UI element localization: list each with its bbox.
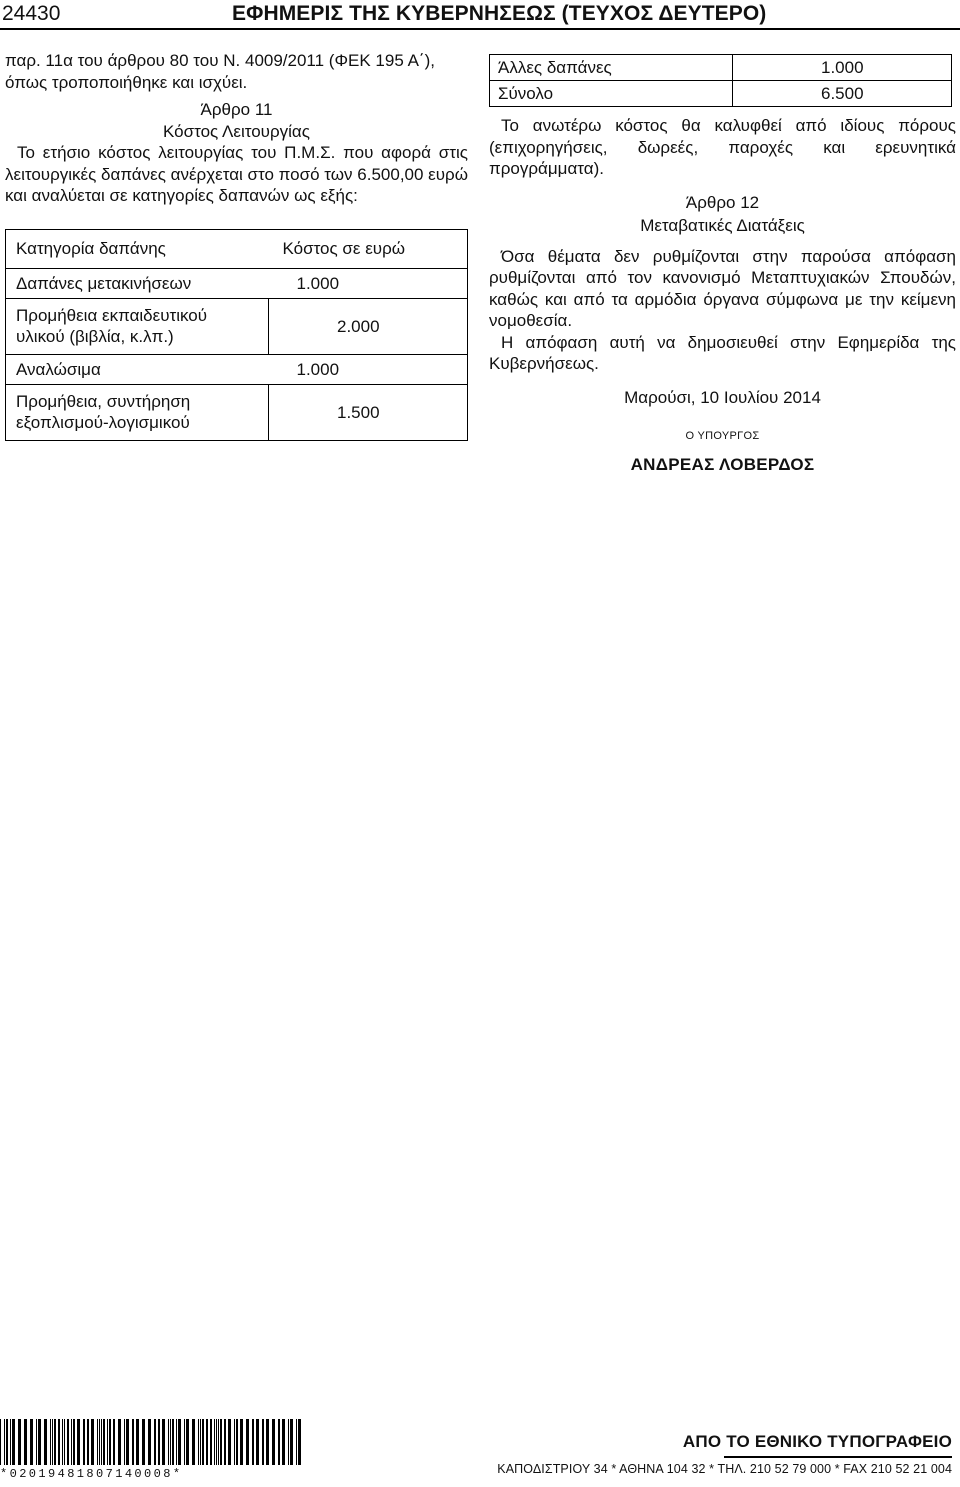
- printer-name: ΑΠΟ ΤΟ ΕΘΝΙΚΟ ΤΥΠΟΓΡΑΦΕΙΟ: [682, 1432, 952, 1451]
- gazette-title: ΕΦΗΜΕΡΙΣ ΤΗΣ ΚΥΒΕΡΝΗΣΕΩΣ (ΤΕΥΧΟΣ ΔΕΥΤΕΡΟ): [232, 2, 767, 25]
- funding-paragraph: Το ανωτέρω κόστος θα καλυφθεί από ιδίους πόρους (επιχορηγήσεις, δωρεές, παροχές και ερευνητικά προγράμματα).: [489, 116, 956, 178]
- article-11-subtitle: Κόστος Λειτουργίας: [163, 121, 310, 141]
- row-category: Προμήθεια εκπαιδευτικού υλικού (βιβλία, κ.λπ.): [6, 298, 269, 354]
- place-date: Μαρούσι, 10 Ιουλίου 2014: [624, 387, 821, 407]
- table-row: [6, 354, 468, 384]
- left-column: [5, 50, 468, 441]
- row-cost: 1.500: [269, 384, 468, 440]
- table-row: [490, 55, 952, 81]
- row-category: Προμήθεια, συντήρηση εξοπλισμού-λογισμικού: [6, 384, 269, 440]
- row-category: Δαπάνες μετακινήσεων: [6, 268, 269, 298]
- page-number: 24430: [2, 2, 61, 25]
- printer-divider: [724, 1456, 952, 1458]
- cost-table-continued: [489, 54, 952, 107]
- row-cost: 6.500: [733, 81, 952, 107]
- row-category: Άλλες δαπάνες: [490, 55, 733, 81]
- intro-line-1: παρ. 11α του άρθρου 80 του Ν. 4009/2011 (ΦΕΚ 195 Α΄),: [5, 51, 435, 70]
- table-header-row: [6, 229, 468, 268]
- table-row: [6, 298, 468, 354]
- printer-address: ΚΑΠΟΔΙΣΤΡΙΟΥ 34 * ΑΘΗΝΑ 104 32 * ΤΗΛ. 210 52 79 000 * FAX 210 52 21 004: [497, 1462, 952, 1476]
- table-row: [6, 268, 468, 298]
- signatory-title: Ο ΥΠΟΥΡΓΟΣ: [685, 430, 760, 442]
- cost-paragraph: Το ετήσιο κόστος λειτουργίας του Π.Μ.Σ. που αφορά στις λειτουργικές δαπάνες ανέρχεται στο ποσό των 6.500,00 ευρώ και αναλύεται σε κατηγορίες δαπανών ως εξής:: [5, 143, 468, 205]
- signatory-name: ΑΝΔΡΕΑΣ ΛΟΒΕΡΔΟΣ: [630, 454, 815, 474]
- publication-paragraph: Η απόφαση αυτή να δημοσιευθεί στην Εφημερίδα της Κυβερνήσεως.: [489, 332, 956, 373]
- barcode-bars: [0, 1419, 305, 1465]
- transitional-paragraph: Όσα θέματα δεν ρυθμίζονται στην παρούσα απόφαση ρυθμίζονται από τον κανονισμό Μεταπτυχιακών Σπουδών, καθώς και από τα αρμόδια όργανα σύμφωνα με την κείμενη νομοθεσία.: [489, 246, 956, 330]
- intro-line-2: όπως τροποποιήθηκε και ισχύει.: [5, 72, 248, 92]
- right-column: [489, 54, 956, 475]
- row-category: Αναλώσιμα: [6, 354, 269, 384]
- table-row: [490, 81, 952, 107]
- header-cost: Κόστος σε ευρώ: [269, 229, 468, 268]
- article-11-title: Άρθρο 11: [200, 100, 273, 119]
- row-cost: 1.000: [269, 268, 468, 298]
- page-header: [0, 0, 960, 30]
- barcode: [0, 1419, 305, 1481]
- header-category: Κατηγορία δαπάνης: [6, 229, 269, 268]
- cost-table: [5, 229, 468, 441]
- table-row: [6, 384, 468, 440]
- row-cost: 1.000: [269, 354, 468, 384]
- barcode-text: *02019481807140008*: [0, 1467, 183, 1481]
- printer-imprint: [492, 1432, 952, 1476]
- row-cost: 2.000: [269, 298, 468, 354]
- article-12-subtitle: Μεταβατικές Διατάξεις: [640, 216, 805, 235]
- article-12-title: Άρθρο 12: [685, 192, 760, 212]
- row-cost: 1.000: [733, 55, 952, 81]
- row-category: Σύνολο: [490, 81, 733, 107]
